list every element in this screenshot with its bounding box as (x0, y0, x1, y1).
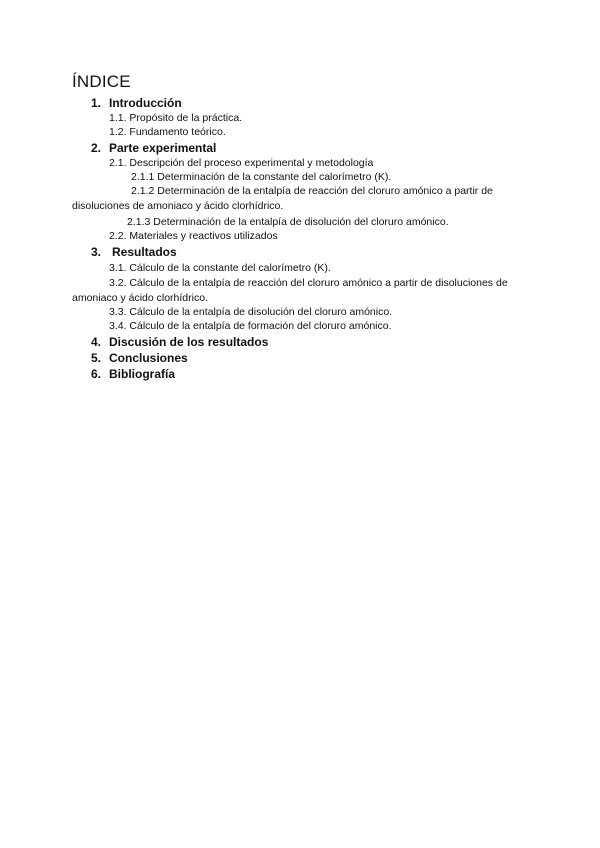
toc-subsection-1-2[interactable]: 1.2. Fundamento teórico. (109, 126, 226, 138)
toc-subsection-2-2[interactable]: 2.2. Materiales y reactivos utilizados (109, 230, 278, 242)
toc-subsection-2-1-1[interactable]: 2.1.1 Determinación de la constante del calorímetro (K). (131, 171, 392, 183)
toc-subsection-2-1[interactable]: 2.1. Descripción del proceso experimental y metodología (109, 157, 374, 169)
toc-subsection-3-3[interactable]: 3.3. Cálculo de la entalpía de disolución del cloruro amónico. (109, 306, 393, 318)
toc-section-number: 6. (91, 367, 102, 381)
toc-subsection-2-1-3[interactable]: 2.1.3 Determinación de la entalpía de disolución del cloruro amónico. (127, 216, 449, 228)
toc-section-label: Resultados (112, 245, 177, 259)
toc-section-label: Bibliografía (109, 367, 176, 381)
toc-section-label: Discusión de los resultados (109, 335, 269, 349)
toc-section-label: Introducción (109, 96, 182, 110)
toc-section-label: Conclusiones (109, 351, 188, 365)
toc-subsection-3-4[interactable]: 3.4. Cálculo de la entalpía de formación del cloruro amónico. (109, 320, 392, 332)
index-title: ÍNDICE (72, 72, 131, 91)
toc-subsection-3-2[interactable]: 3.2. Cálculo de la entalpía de reacción del cloruro amónico a partir de disoluciones de amoniaco y ácido clorhídrico. (72, 277, 508, 304)
toc-section-4[interactable] (91, 335, 268, 350)
toc-section-number: 2. (91, 141, 102, 155)
toc-section-6[interactable] (91, 367, 175, 382)
toc-section-number: 1. (91, 96, 102, 110)
toc-subsection-2-1-2[interactable]: 2.1.2 Determinación de la entalpía de reacción del cloruro amónico a partir de disoluciones de amoniaco y ácido clorhídrico. (72, 185, 493, 212)
toc-section-label: Parte experimental (109, 141, 217, 155)
toc-section-2[interactable] (91, 141, 216, 156)
toc-subsection-3-1[interactable]: 3.1. Cálculo de la constante del calorímetro (K). (109, 262, 331, 274)
toc-section-5[interactable] (91, 351, 188, 366)
toc-section-number: 4. (91, 335, 102, 349)
toc-section-1[interactable] (91, 96, 182, 111)
toc-section-number: 3. (91, 245, 102, 259)
toc-section-number: 5. (91, 351, 102, 365)
toc-section-3[interactable] (91, 245, 177, 260)
toc-subsection-1-1[interactable]: 1.1. Propósito de la práctica. (109, 112, 243, 124)
